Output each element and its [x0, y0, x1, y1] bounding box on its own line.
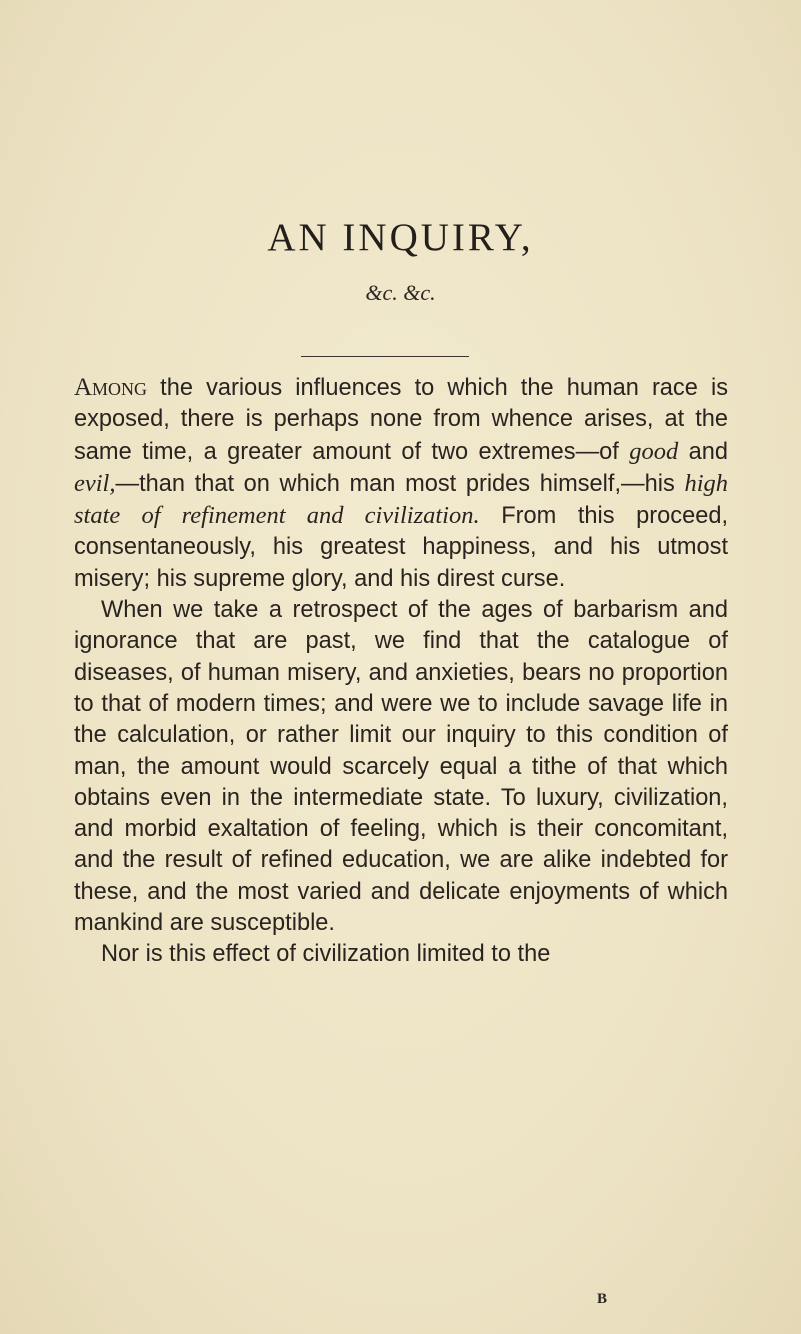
- emphasis-evil: evil,: [74, 469, 116, 497]
- emphasis-good: good: [629, 437, 679, 465]
- body-text: [74, 372, 728, 971]
- paragraph-1-text-c: —than that on which man most prides himself,—his: [115, 470, 685, 497]
- title-divider-rule: [301, 356, 469, 357]
- paragraph-1-text-d: From this proceed, consentaneously, his greatest happiness, and his utmost misery; his supreme glory, and his direst curse.: [74, 503, 728, 592]
- emphasis-high-state: high state of refinement and civilization.: [74, 469, 728, 530]
- signature-mark: B: [597, 1291, 608, 1307]
- page-title: AN INQUIRY,: [267, 216, 534, 259]
- opening-word: Among: [74, 374, 148, 401]
- paragraph-1-text-b: and: [678, 438, 728, 465]
- paragraph-2: When we take a retrospect of the ages of barbarism and ignorance that are past, we find that the catalogue of diseases, of human misery, and anxieties, bears no proportion to that of modern times; and were we to include savage life in the calculation, or rather limit our inquiry to this condition of man, the amount would scarcely equal a tithe of that which obtains even in the intermediate state. To luxury, civilization, and morbid exaltation of feeling, which is their concomitant, and the result of refined education, we are alike indebted for these, and the most varied and delicate enjoyments of which mankind are susceptible.: [74, 597, 728, 937]
- paragraph-1: [74, 372, 728, 595]
- paragraph-1-text-a: the various influences to which the human race is exposed, there is perhaps none from whence arises, at the same time, a greater amount of two extremes—of: [74, 375, 728, 465]
- paragraph-3: Nor is this effect of civilization limited to the: [101, 941, 551, 968]
- page-subtitle: &c. &c.: [365, 280, 436, 305]
